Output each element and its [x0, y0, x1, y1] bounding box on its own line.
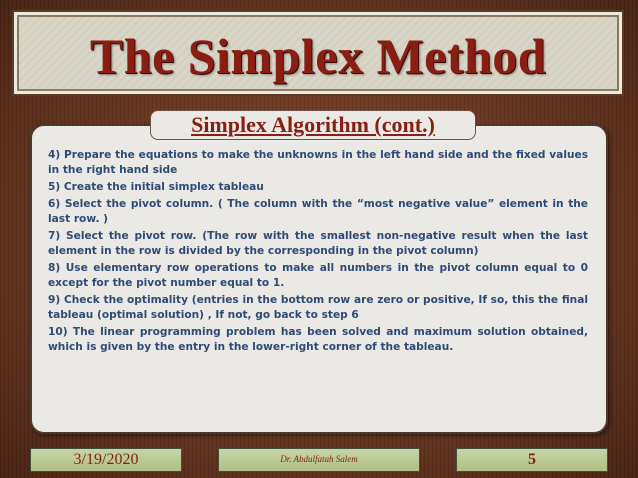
footer-page-number: 5 — [456, 448, 608, 472]
step-item: 10) The linear programming problem has been solved and maximum solution obtained, which is given by the entry in the lower-right corner of the tableau. — [48, 326, 588, 353]
step-item: 7) Select the pivot row. (The row with the smallest non-negative result when the last element in the row is divided by the corresponding in the pivot column) — [48, 230, 588, 257]
step-item: 4) Prepare the equations to make the unknowns in the left hand side and the fixed values in the right hand side — [48, 149, 588, 176]
steps-list — [48, 148, 588, 357]
step-item: 5) Create the initial simplex tableau — [48, 181, 264, 193]
footer-date: 3/19/2020 — [30, 448, 182, 472]
step-item: 8) Use elementary row operations to make all numbers in the pivot column equal to 0 except for the pivot number equal to 1. — [48, 262, 588, 289]
title-banner — [12, 10, 624, 96]
step-item: 6) Select the pivot column. ( The column with the “most negative value” element in the last row. ) — [48, 198, 588, 225]
slide-title: The Simplex Method — [89, 28, 547, 84]
slide-subtitle: Simplex Algorithm (cont.) — [150, 110, 476, 140]
footer-author: Dr. Abdulfatah Salem — [218, 448, 420, 472]
step-item: 9) Check the optimality (entries in the bottom row are zero or positive, If so, this the final tableau (optimal solution) , If not, go back to step 6 — [48, 294, 588, 321]
